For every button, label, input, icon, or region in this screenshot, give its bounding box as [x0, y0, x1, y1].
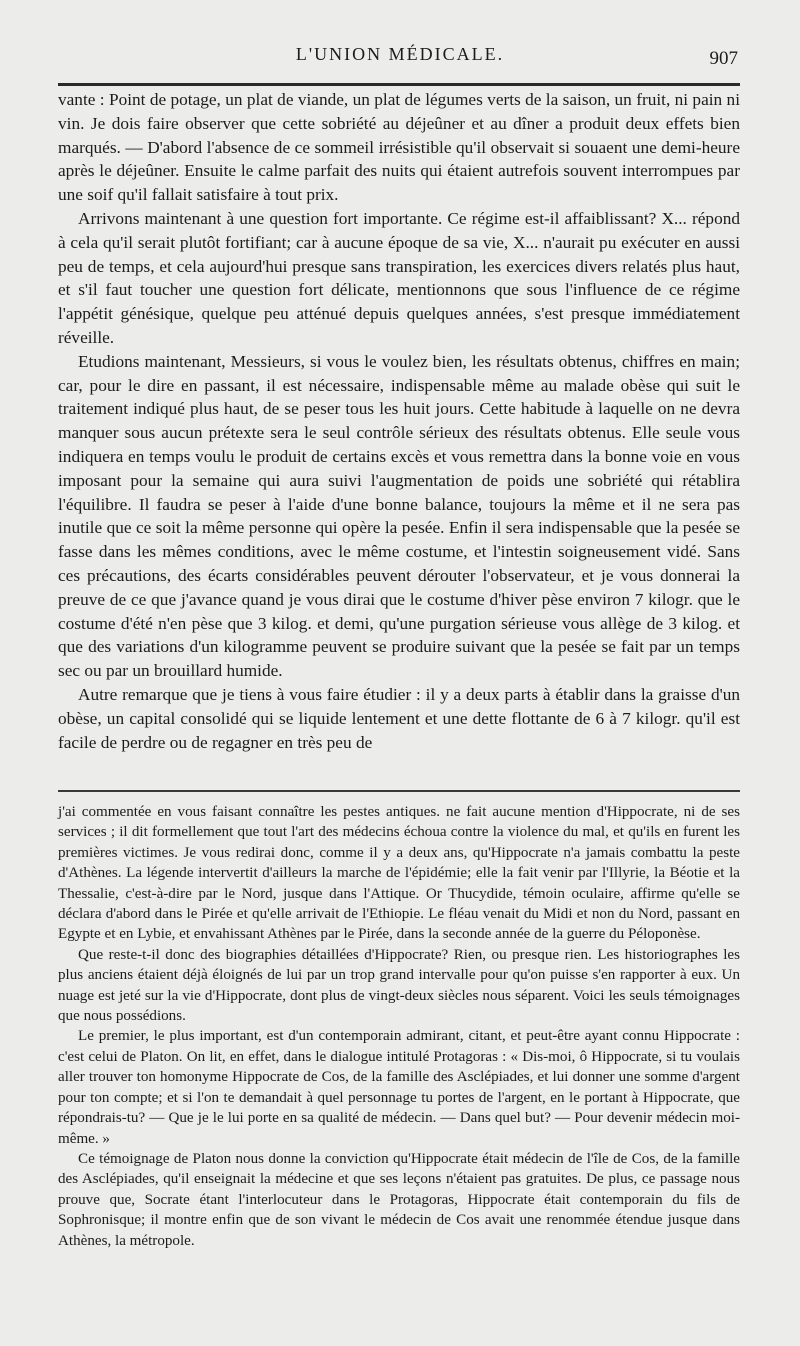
footnote-paragraph-4: Ce témoignage de Platon nous donne la conviction qu'Hippocrate était médecin de l'île de Cos, de la famille des Asclépiades, qu'il enseignait la médecine et que ses leçons n'étaient pas gratuites. De plus, ce passage nous prouve que, Socrate étant l'interlocuteur dans le Protagoras, Hippocrate était contemporain du fils de Sophronisque; il montre enfin que de son vivant le médecin de Cos avait une renommée étendue jusque dans Athènes, la métropole.	[58, 1150, 740, 1249]
main-paragraph-1: vante : Point de potage, un plat de viande, un plat de légumes verts de la saison, un fruit, ni pain ni vin. Je dois faire observer que cette sobriété au déjeûner et au dîner a produit deux effets bien marqués. — D'abord l'absence de ce sommeil irrésistible qu'il observait si souaent une demi-heure après le déjeûner. Ensuite le calme parfait des nuits qui étaient autrefois souvent interrompues par une soif qu'il fallait satisfaire à tout prix.	[58, 90, 740, 205]
footnote-paragraph-1: j'ai commentée en vous faisant connaître les pestes antiques. ne fait aucune mention d'Hippocrate, ni de ses services ; il dit formellement que tout l'art des médecins échoua contre la violence du mal, et qu'ils en furent les premières victimes. Je vous redirai donc, comme il y a deux ans, qu'Hippocrate n'a jamais combattu la peste d'Athènes. La légende intervertit d'ailleurs la marche de l'épidémie; elle la fait venir par l'Illyrie, la Béotie et la Thessalie, c'est-à-dire par le Nord, jusque dans l'Attique. Or Thucydide, témoin oculaire, affirme qu'elle se déclara d'abord dans le Pirée et qu'elle arrivait de l'Ethiopie. Le fléau venait du Midi et non du Nord, passant en Egypte et en Lybie, et envahissant Athènes par le Pirée, dans la seconde année de la guerre du Péloponèse.	[58, 804, 740, 943]
footnote-paragraph-3: Le premier, le plus important, est d'un contemporain admirant, citant, et peut-être ayant connu Hippocrate : c'est celui de Platon. On lit, en effet, dans le dialogue intitulé Protagoras : « Dis-moi, ô Hippocrate, si tu voulais aller trouver ton homonyme Hippocrate de Cos, de la famille des Asclépiades, et lui donner une somme d'argent pour ton compte; et si l'on te demandait à quel personnage tu portes de l'argent, en le portant à Hippocrate, que répondrais-tu? — Que je le lui porte en sa qualité de médecin. — Dans quel but? — Pour devenir médecin moi-même. »	[58, 1028, 740, 1147]
footnote-rule	[58, 790, 740, 792]
footnotes	[58, 802, 740, 1251]
main-paragraph-2: Arrivons maintenant à une question fort importante. Ce régime est-il affaiblissant? X... répond à cela qu'il serait plutôt fortifiant; car à aucune époque de sa vie, X... n'aurait pu exécuter en aussi peu de temps, et cela aujourd'hui presque sans transpiration, les exercices divers relatés plus haut, et s'il faut toucher une question fort délicate, mentionnons que sous l'influence de ce régime l'appétit génésique, quelque peu atténué depuis quelques années, s'est presque immédiatement réveille.	[58, 208, 740, 347]
page-header	[60, 44, 740, 84]
header-rule	[58, 83, 740, 86]
main-text	[58, 88, 740, 754]
footnote-paragraph-2: Que reste-t-il donc des biographies détaillées d'Hippocrate? Rien, ou presque rien. Les historiographes les plus anciens étaient déjà éloignés de lui par un trop grand intervalle pour qu'on puisse s'en rapporter à eux. Un nuage est jeté sur la vie d'Hippocrate, dont plus de vingt-deux siècles nous séparent. Voici les seuls témoignages que nous possédions.	[58, 946, 740, 1025]
main-paragraph-4: Autre remarque que je tiens à vous faire étudier : il y a deux parts à établir dans la graisse d'un obèse, un capital consolidé qui se liquide lentement et une dette flottante de 6 à 7 kilogr. qu'il est facile de perdre ou de regagner en très peu de	[58, 684, 740, 752]
main-paragraph-3: Etudions maintenant, Messieurs, si vous le voulez bien, les résultats obtenus, chiffres en main; car, pour le dire en passant, il est nécessaire, indispensable même au malade obèse qui suit le traitement indiqué plus haut, de se peser tous les huit jours. Cette habitude à laquelle on ne devra manquer sous aucun prétexte sera le seul contrôle sérieux des résultats obtenus. Elle seule vous indiquera en temps voulu le produit de certains excès et vous remettra dans la bonne voie en vous imposant pour la semaine qui aura suivi l'augmentation de poids une sobriété qui rétablira l'équilibre. Il faudra se peser à l'aide d'une bonne balance, toujours la même et il ne sera pas inutile que ce soit la même personne qui opère la pesée. Enfin il sera indispensable que la pesée se fasse dans les mêmes conditions, avec le même costume, et l'intestin soigneusement vidé. Sans ces précautions, des écarts considérables peuvent dérouter l'observateur, et je vous donnerai la preuve de ce que j'avance quand je vous dirai que le costume d'hiver pèse environ 7 kilogr. que le costume d'été n'en pèse que 3 kilog. et demi, qu'une purgation sérieuse vous allège de 3 kilog. et que des variations d'un kilogramme peuvent se produire suivant que la pesée se fait par un temps sec ou par un brouillard humide.	[58, 351, 740, 681]
page-number: 907	[709, 48, 738, 69]
running-title: L'UNION MÉDICALE.	[295, 44, 505, 64]
